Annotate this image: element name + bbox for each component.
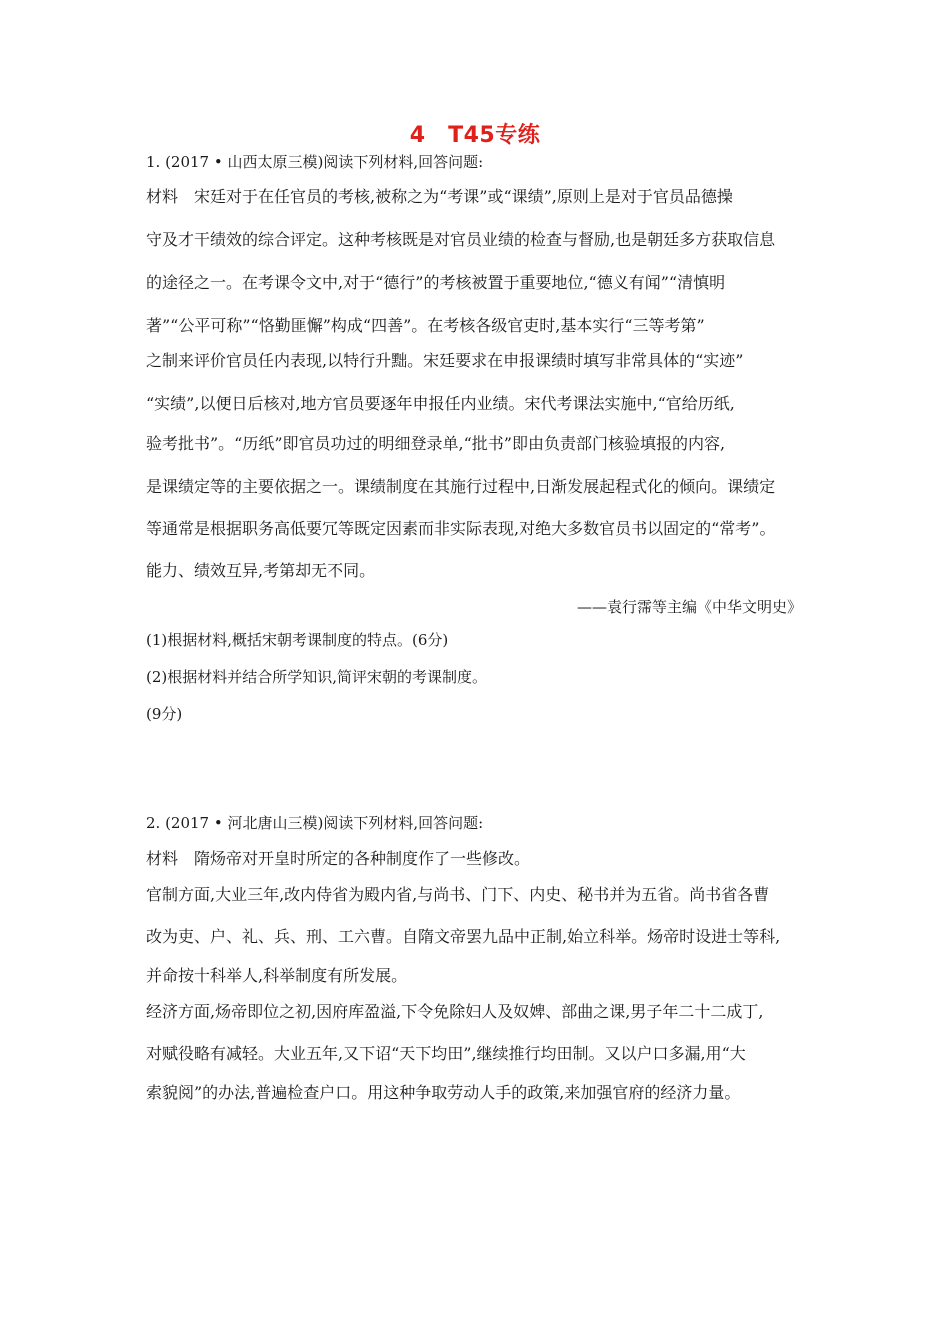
question-1-material-line: 的途径之一。在考课令文中,对于“德行”的考核被置于重要地位,“德义有闻”“清慎明 <box>146 273 726 292</box>
question-1-material-line: 能力、绩效互异,考第却无不同。 <box>146 561 376 580</box>
question-1-subquestion: (9分) <box>146 705 183 723</box>
question-2-material-line: 索貌阅”的办法,普遍检查户口。用这种争取劳动人手的政策,来加强官府的经济力量。 <box>146 1083 741 1102</box>
question-1-material-line: 之制来评价官员任内表现,以特行升黜。宋廷要求在申报课绩时填写非常具体的“实迹” <box>146 351 744 370</box>
question-2-material-line: 并命按十科举人,科举制度有所发展。 <box>146 966 408 985</box>
question-1-subquestion: (1)根据材料,概括宋朝考课制度的特点。(6分) <box>146 631 449 649</box>
question-1-material-line: 材料 宋廷对于在任官员的考核,被称之为“考课”或“课绩”,原则上是对于官员品德操 <box>146 187 733 206</box>
question-1-material-line: 守及才干绩效的综合评定。这种考核既是对官员业绩的检查与督励,也是朝廷多方获取信息 <box>146 230 776 249</box>
question-1-material-line: “实绩”,以便日后核对,地方官员要逐年申报任内业绩。宋代考课法实施中,“官给历纸, <box>146 394 735 413</box>
question-2-material-line: 经济方面,炀帝即位之初,因府库盈溢,下令免除妇人及奴婢、部曲之课,男子年二十二成丁, <box>146 1002 764 1021</box>
question-1-material-line: 等通常是根据职务高低要冗等既定因素而非实际表现,对绝大多数官员书以固定的“常考”。 <box>146 519 776 538</box>
question-1-material-line: 著”“公平可称”“恪勤匪懈”构成“四善”。在考核各级官吏时,基本实行“三等考第” <box>146 316 705 335</box>
question-1-subquestion: (2)根据材料并结合所学知识,简评宋朝的考课制度。 <box>146 668 488 686</box>
question-1-source: ——袁行霈等主编《中华文明史》 <box>576 598 802 616</box>
page-title: 4 T45专练 <box>409 123 541 148</box>
question-1-material-line: 验考批书”。“历纸”即官员功过的明细登录单,“批书”即由负责部门核验填报的内容, <box>146 434 726 453</box>
question-2-material-line: 官制方面,大业三年,改内侍省为殿内省,与尚书、门下、内史、秘书并为五省。尚书省各曹 <box>146 885 770 904</box>
question-1-header: 1. (2017 • 山西太原三模)阅读下列材料,回答问题: <box>146 153 484 171</box>
question-2-material-line: 改为吏、户、礼、兵、刑、工六曹。自隋文帝罢九品中正制,始立科举。炀帝时设进士等科, <box>146 927 781 946</box>
question-2-material-line: 对赋役略有减轻。大业五年,又下诏“天下均田”,继续推行均田制。又以户口多漏,用“大 <box>146 1044 746 1063</box>
question-1-material-line: 是课绩定等的主要依据之一。课绩制度在其施行过程中,日渐发展起程式化的倾向。课绩定 <box>146 477 776 496</box>
question-2-header: 2. (2017 • 河北唐山三模)阅读下列材料,回答问题: <box>146 814 484 832</box>
question-2-material-line: 材料 隋炀帝对开皇时所定的各种制度作了一些修改。 <box>146 849 531 868</box>
